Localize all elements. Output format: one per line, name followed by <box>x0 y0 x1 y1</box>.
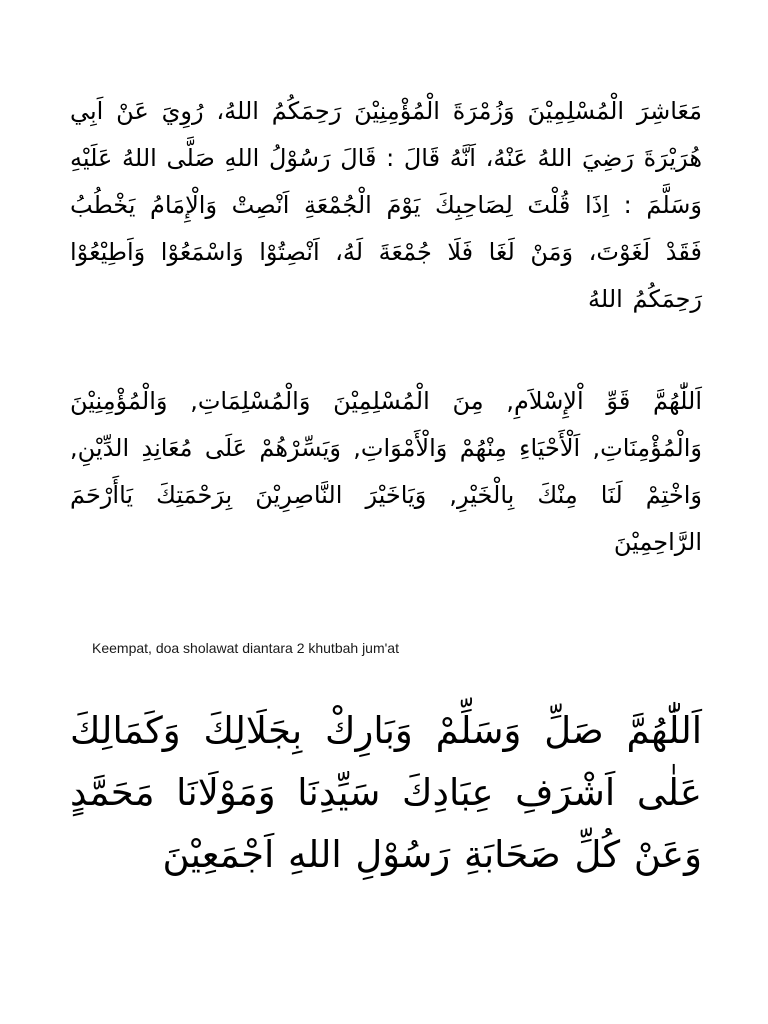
arabic-doa-paragraph: اَللّٰهُمَّ قَوِّ اْلإِسْلاَمِ, مِنَ الْمُسْلِمِيْنَ وَالْمُسْلِمَاتِ, وَالْمُؤْمِنِيْنَ وَالْمُؤْمِنَاتِ, اَلْأَحْيَاءِ مِنْهُمْ وَالْأَمْوَاتِ, وَيَسِّرْهُمْ عَلَى مُعَانِدِ الدِّيْنِ, وَاخْتِمْ لَنَا مِنْكَ بِالْخَيْرِ, وَيَاخَيْرَ النَّاصِرِيْنَ بِرَحْمَتِكَ يَاأَرْحَمَ الرَّاحِمِيْنَ <box>70 387 702 556</box>
arabic-sholawat-paragraph: اَللّٰهُمَّ صَلِّ وَسَلِّمْ وَبَارِكْ بِجَلَالِكَ وَكَمَالِكَ عَلٰى اَشْرَفِ عِبَادِكَ سَيِّدِنَا وَمَوْلَانَا مَحَمَّدٍ وَعَنْ كُلِّ صَحَابَةِ رَسُوْلِ اللهِ اَجْمَعِيْنَ <box>70 709 702 876</box>
arabic-khutbah-paragraph: مَعَاشِرَ الْمُسْلِمِيْنَ وَزُمْرَةَ الْمُؤْمِنِيْنَ رَحِمَكُمُ اللهُ، رُوِيَ عَنْ اَبِي هُرَيْرَةَ رَضِيَ اللهُ عَنْهُ، اَنَّهُ قَالَ : قَالَ رَسُوْلُ اللهِ صَلَّى اللهُ عَلَيْهِ وَسَلَّمَ : اِذَا قُلْتَ لِصَاحِبِكَ يَوْمَ الْجُمْعَةِ اَنْصِتْ وَالْإِمَامُ يَخْطُبُ فَقَدْ لَغَوْتَ، وَمَنْ لَغَا فَلَا جُمْعَةَ لَهُ، اَنْصِتُوْا وَاسْمَعُوْا وَاَطِيْعُوْا رَحِمَكُمُ اللهُ <box>70 97 702 313</box>
section-caption: Keempat, doa sholawat diantara 2 khutbah jum'at <box>92 640 399 656</box>
